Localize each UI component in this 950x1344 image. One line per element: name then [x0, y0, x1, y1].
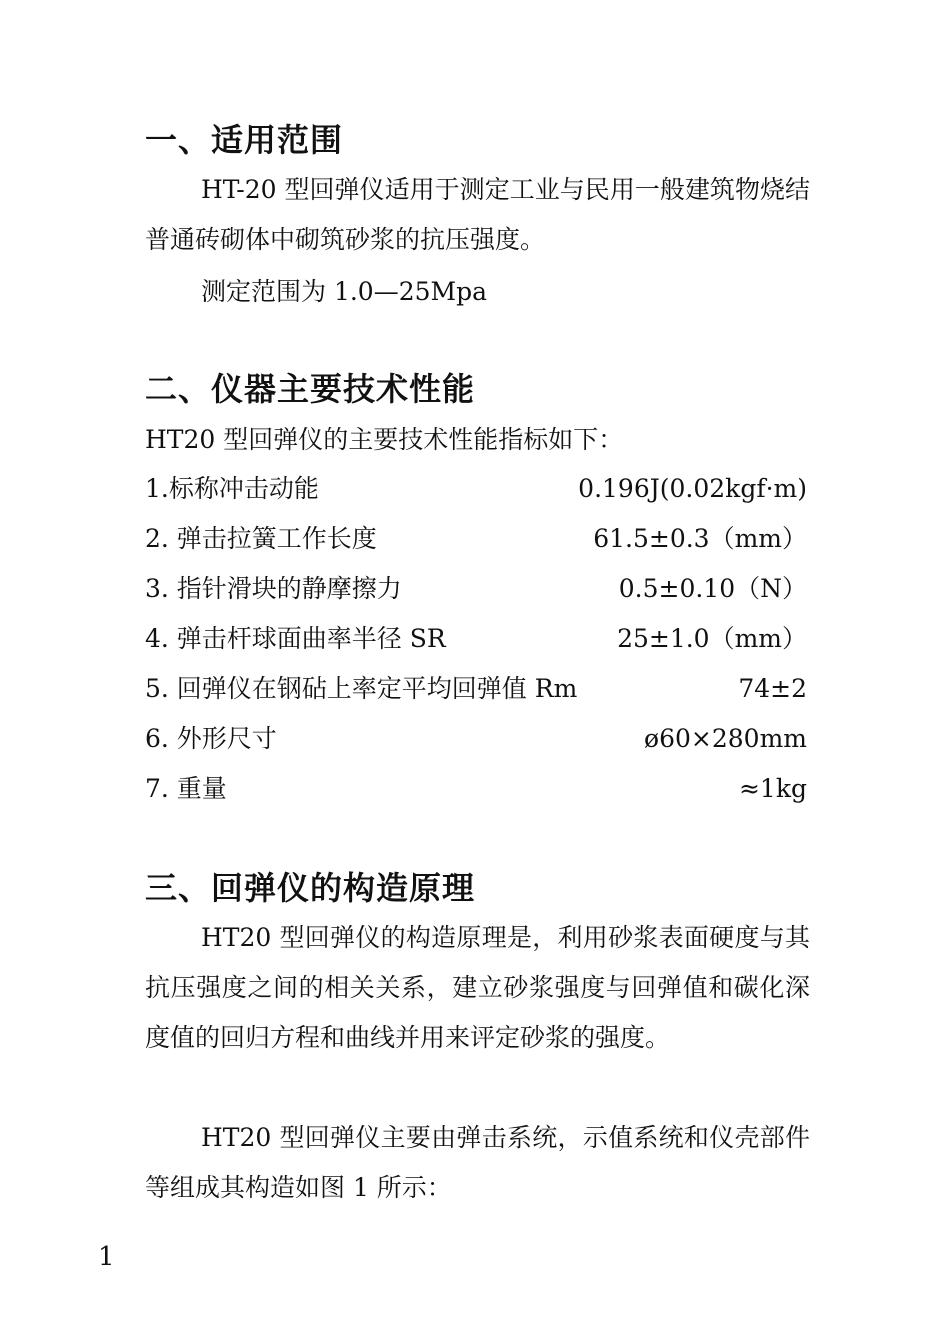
section-1-paragraph: HT-20 型回弹仪适用于测定工业与民用一般建筑物烧结普通砖砌体中砌筑砂浆的抗压强度。	[145, 175, 810, 254]
spec-row	[145, 672, 807, 706]
spec-label: 3. 指针滑块的静摩擦力	[145, 574, 402, 603]
spec-value: 0.5±0.10（N）	[618, 574, 807, 603]
spec-row	[145, 522, 807, 556]
section-2-heading: 二、仪器主要技术性能	[145, 370, 476, 408]
spec-label: 4. 弹击杆球面曲率半径 SR	[145, 624, 446, 653]
section-3-heading: 三、回弹仪的构造原理	[145, 869, 476, 907]
spec-label: 6. 外形尺寸	[145, 724, 277, 753]
page-number: 1	[98, 1242, 115, 1272]
specs-intro-text: HT20 型回弹仪的主要技术性能指标如下：	[145, 425, 624, 454]
spec-row	[145, 572, 807, 606]
spec-value: 25±1.0（mm）	[617, 624, 807, 653]
spec-row	[145, 472, 807, 506]
spec-value: ø60×280mm	[644, 724, 807, 753]
spec-row	[145, 622, 807, 656]
spec-label: 7. 重量	[145, 774, 227, 803]
spec-value: 0.196J(0.02kgf·m)	[578, 474, 807, 503]
spec-row	[145, 722, 807, 756]
spec-value: 61.5±0.3（mm）	[593, 524, 807, 553]
spec-value: ≈1kg	[738, 774, 807, 803]
spec-value: 74±2	[738, 674, 807, 703]
section-3-paragraph-1: HT20 型回弹仪的构造原理是，利用砂浆表面硬度与其抗压强度之间的相关关系，建立砂浆强度与回弹值和碳化深度值的回归方程和曲线并用来评定砂浆的强度。	[145, 923, 810, 1052]
section-3-paragraph-2: HT20 型回弹仪主要由弹击系统，示值系统和仪壳部件等组成其构造如图 1 所示：	[145, 1123, 810, 1202]
spec-row	[145, 772, 807, 806]
spec-label: 1.标称冲击动能	[145, 474, 319, 503]
spec-label: 2. 弹击拉簧工作长度	[145, 524, 377, 553]
spec-label: 5. 回弹仪在钢砧上率定平均回弹值 Rm	[145, 674, 578, 703]
measuring-range-text: 测定范围为 1.0—25Mpa	[201, 277, 488, 306]
section-1-heading: 一、适用范围	[145, 121, 344, 159]
